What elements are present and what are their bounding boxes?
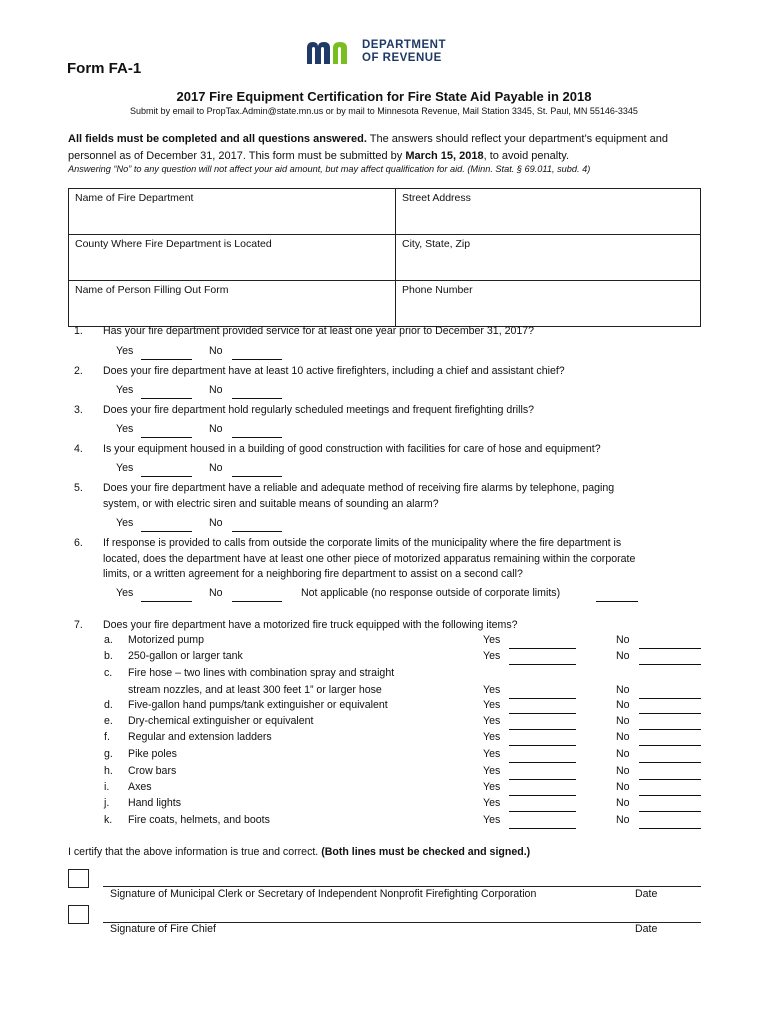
yes-blank[interactable] <box>141 398 192 399</box>
no-label: No <box>616 748 630 760</box>
no-blank[interactable] <box>232 601 282 602</box>
yes-label: Yes <box>116 384 134 396</box>
certify-text: I certify that the above information is true and correct. <box>68 846 322 858</box>
equipment-item: Crow bars <box>128 765 177 777</box>
question-number: 7. <box>74 619 83 631</box>
question-text: Does your fire department hold regularly scheduled meetings and frequent firefighting drills? <box>103 404 535 416</box>
equipment-letter: j. <box>104 797 110 809</box>
form-title: 2017 Fire Equipment Certification for Fire State Aid Payable in 2018 <box>176 89 592 104</box>
yes-label: Yes <box>483 748 501 760</box>
intro-paragraph <box>68 131 708 165</box>
no-label: No <box>209 384 223 396</box>
yes-label: Yes <box>116 587 134 599</box>
county-field[interactable]: County Where Fire Department is Located <box>69 235 396 281</box>
yes-label: Yes <box>116 517 134 529</box>
no-label: No <box>209 345 223 357</box>
equipment-item: Pike poles <box>128 748 177 760</box>
intro-deadline: March 15, 2018 <box>405 150 484 162</box>
equipment-letter: b. <box>104 650 113 662</box>
no-label: No <box>616 715 630 727</box>
yes-blank[interactable] <box>509 795 576 796</box>
yes-label: Yes <box>483 765 501 777</box>
yes-blank[interactable] <box>509 698 576 699</box>
question-number: 1. <box>74 325 83 337</box>
logo-line-2: OF REVENUE <box>362 52 442 64</box>
chief-date-label: Date <box>635 923 658 935</box>
no-blank[interactable] <box>639 745 701 746</box>
no-blank[interactable] <box>639 779 701 780</box>
street-address-field[interactable]: Street Address <box>396 189 701 235</box>
yes-blank[interactable] <box>509 648 576 649</box>
no-blank[interactable] <box>232 437 282 438</box>
equipment-item: Motorized pump <box>128 634 204 646</box>
intro-text-2: , to avoid penalty. <box>483 150 569 162</box>
no-blank[interactable] <box>232 476 282 477</box>
yes-label: Yes <box>116 345 134 357</box>
equipment-letter: f. <box>104 731 110 743</box>
equipment-item: Hand lights <box>128 797 181 809</box>
intro-text-1: The answers should reflect your department’s equipment and personnel as of December 31, 2017. This form must be submitted by <box>68 133 668 162</box>
question-text: Is your equipment housed in a building of good construction with facilities for care of hose and equipment? <box>103 443 601 455</box>
intro-note: Answering “No” to any question will not affect your aid amount, but may affect qualification for aid. (Minn. Stat. § 69.011, subd. 4) <box>68 164 591 174</box>
yes-label: Yes <box>483 814 501 826</box>
equipment-letter: h. <box>104 765 113 777</box>
yes-label: Yes <box>483 797 501 809</box>
yes-blank[interactable] <box>509 713 576 714</box>
no-blank[interactable] <box>639 828 701 829</box>
no-blank[interactable] <box>232 531 282 532</box>
question-number: 4. <box>74 443 83 455</box>
yes-label: Yes <box>483 715 501 727</box>
no-label: No <box>616 650 630 662</box>
yes-label: Yes <box>483 781 501 793</box>
yes-blank[interactable] <box>509 762 576 763</box>
equipment-item: Fire hose – two lines with combination spray and straight <box>128 667 395 679</box>
yes-label: Yes <box>483 634 501 646</box>
dept-name-field[interactable]: Name of Fire Department <box>69 189 396 235</box>
yes-label: Yes <box>116 462 134 474</box>
equipment-letter: k. <box>104 814 113 826</box>
question-text: limits, or a written agreement for a neighboring fire department to assist on a second call? <box>103 568 523 580</box>
no-label: No <box>209 587 223 599</box>
question-text: Does your fire department have at least 10 active firefighters, including a chief and assistant chief? <box>103 365 565 377</box>
question-text: system, or with electric siren and suitable means of sounding an alarm? <box>103 497 439 510</box>
question-number: 3. <box>74 404 83 416</box>
equipment-letter: i. <box>104 781 110 793</box>
not-applicable-blank[interactable] <box>596 601 638 602</box>
mn-revenue-logo <box>305 38 470 68</box>
person-name-field[interactable]: Name of Person Filling Out Form <box>69 281 396 327</box>
intro-bold: All fields must be completed and all questions answered. <box>68 133 367 145</box>
chief-signature-label: Signature of Fire Chief <box>110 923 216 935</box>
equipment-item: Axes <box>128 781 152 793</box>
equipment-item: Dry-chemical extinguisher or equivalent <box>128 715 314 727</box>
equipment-item: Five-gallon hand pumps/tank extinguisher or equivalent <box>128 699 388 711</box>
yes-label: Yes <box>116 423 134 435</box>
yes-label: Yes <box>483 650 501 662</box>
no-label: No <box>209 423 223 435</box>
question-text: Does your fire department have a reliable and adequate method of receiving fire alarms by telephone, paging <box>103 482 615 494</box>
certify-bold: (Both lines must be checked and signed.) <box>321 846 531 858</box>
no-blank[interactable] <box>639 698 701 699</box>
question-text: Has your fire department provided service for at least one year prior to December 31, 2017? <box>103 325 535 337</box>
yes-blank[interactable] <box>509 745 576 746</box>
equipment-letter: d. <box>104 699 113 711</box>
department-info-table <box>68 188 701 327</box>
yes-label: Yes <box>483 699 501 711</box>
question-number: 2. <box>74 365 83 377</box>
question-number: 5. <box>74 482 83 494</box>
equipment-letter: e. <box>104 715 113 727</box>
no-label: No <box>616 765 630 777</box>
yes-blank[interactable] <box>141 601 192 602</box>
no-blank[interactable] <box>639 664 701 665</box>
no-blank[interactable] <box>639 648 701 649</box>
equipment-item: Regular and extension ladders <box>128 731 272 743</box>
question-text: Does your fire department have a motorized fire truck equipped with the following items? <box>103 619 518 631</box>
yes-blank[interactable] <box>141 437 192 438</box>
no-blank[interactable] <box>639 762 701 763</box>
no-label: No <box>616 634 630 646</box>
city-state-zip-field[interactable]: City, State, Zip <box>396 235 701 281</box>
no-blank[interactable] <box>639 713 701 714</box>
equipment-letter: c. <box>104 667 113 679</box>
no-label: No <box>616 683 630 696</box>
yes-blank[interactable] <box>509 811 576 812</box>
no-label: No <box>209 517 223 529</box>
no-blank[interactable] <box>639 795 701 796</box>
yes-blank[interactable] <box>141 359 192 360</box>
clerk-signature-label: Signature of Municipal Clerk or Secretary of Independent Nonprofit Firefighting Corporation <box>110 888 537 900</box>
yes-blank[interactable] <box>509 779 576 780</box>
logo-line-1: DEPARTMENT <box>362 39 447 51</box>
no-blank[interactable] <box>639 729 701 730</box>
no-blank[interactable] <box>232 398 282 399</box>
no-label: No <box>209 462 223 474</box>
not-applicable-label: Not applicable (no response outside of corporate limits) <box>301 587 561 599</box>
equipment-item: 250-gallon or larger tank <box>128 650 243 662</box>
submit-instructions: Submit by email to PropTax.Admin@state.mn.us or by mail to Minnesota Revenue, Mail Station 3345, St. Paul, MN 55146-3345 <box>130 106 638 116</box>
question-text: If response is provided to calls from outside the corporate limits of the municipality where the fire department is <box>103 537 622 549</box>
no-blank[interactable] <box>639 811 701 812</box>
chief-checkbox[interactable] <box>68 905 89 924</box>
no-blank[interactable] <box>232 359 282 360</box>
clerk-signature-line[interactable] <box>103 886 701 887</box>
question-text: located, does the department have at least one other piece of motorized apparatus remaining within the corporate <box>103 552 636 565</box>
equipment-letter: g. <box>104 748 113 760</box>
clerk-checkbox[interactable] <box>68 869 89 888</box>
phone-number-field[interactable]: Phone Number <box>396 281 701 327</box>
yes-blank[interactable] <box>509 664 576 665</box>
equipment-letter: a. <box>104 634 113 646</box>
yes-blank[interactable] <box>141 531 192 532</box>
question-number: 6. <box>74 537 83 549</box>
yes-blank[interactable] <box>509 828 576 829</box>
equipment-item: Fire coats, helmets, and boots <box>128 814 270 826</box>
yes-blank[interactable] <box>141 476 192 477</box>
equipment-item: stream nozzles, and at least 300 feet 1” or larger hose <box>128 683 382 696</box>
no-label: No <box>616 731 630 743</box>
no-label: No <box>616 699 630 711</box>
clerk-date-label: Date <box>635 888 658 900</box>
no-label: No <box>616 781 630 793</box>
yes-label: Yes <box>483 683 501 696</box>
mn-logo-icon <box>305 38 357 66</box>
yes-blank[interactable] <box>509 729 576 730</box>
yes-label: Yes <box>483 731 501 743</box>
no-label: No <box>616 797 630 809</box>
no-label: No <box>616 814 630 826</box>
form-id: Form FA-1 <box>67 60 142 77</box>
certify-statement <box>68 846 530 858</box>
